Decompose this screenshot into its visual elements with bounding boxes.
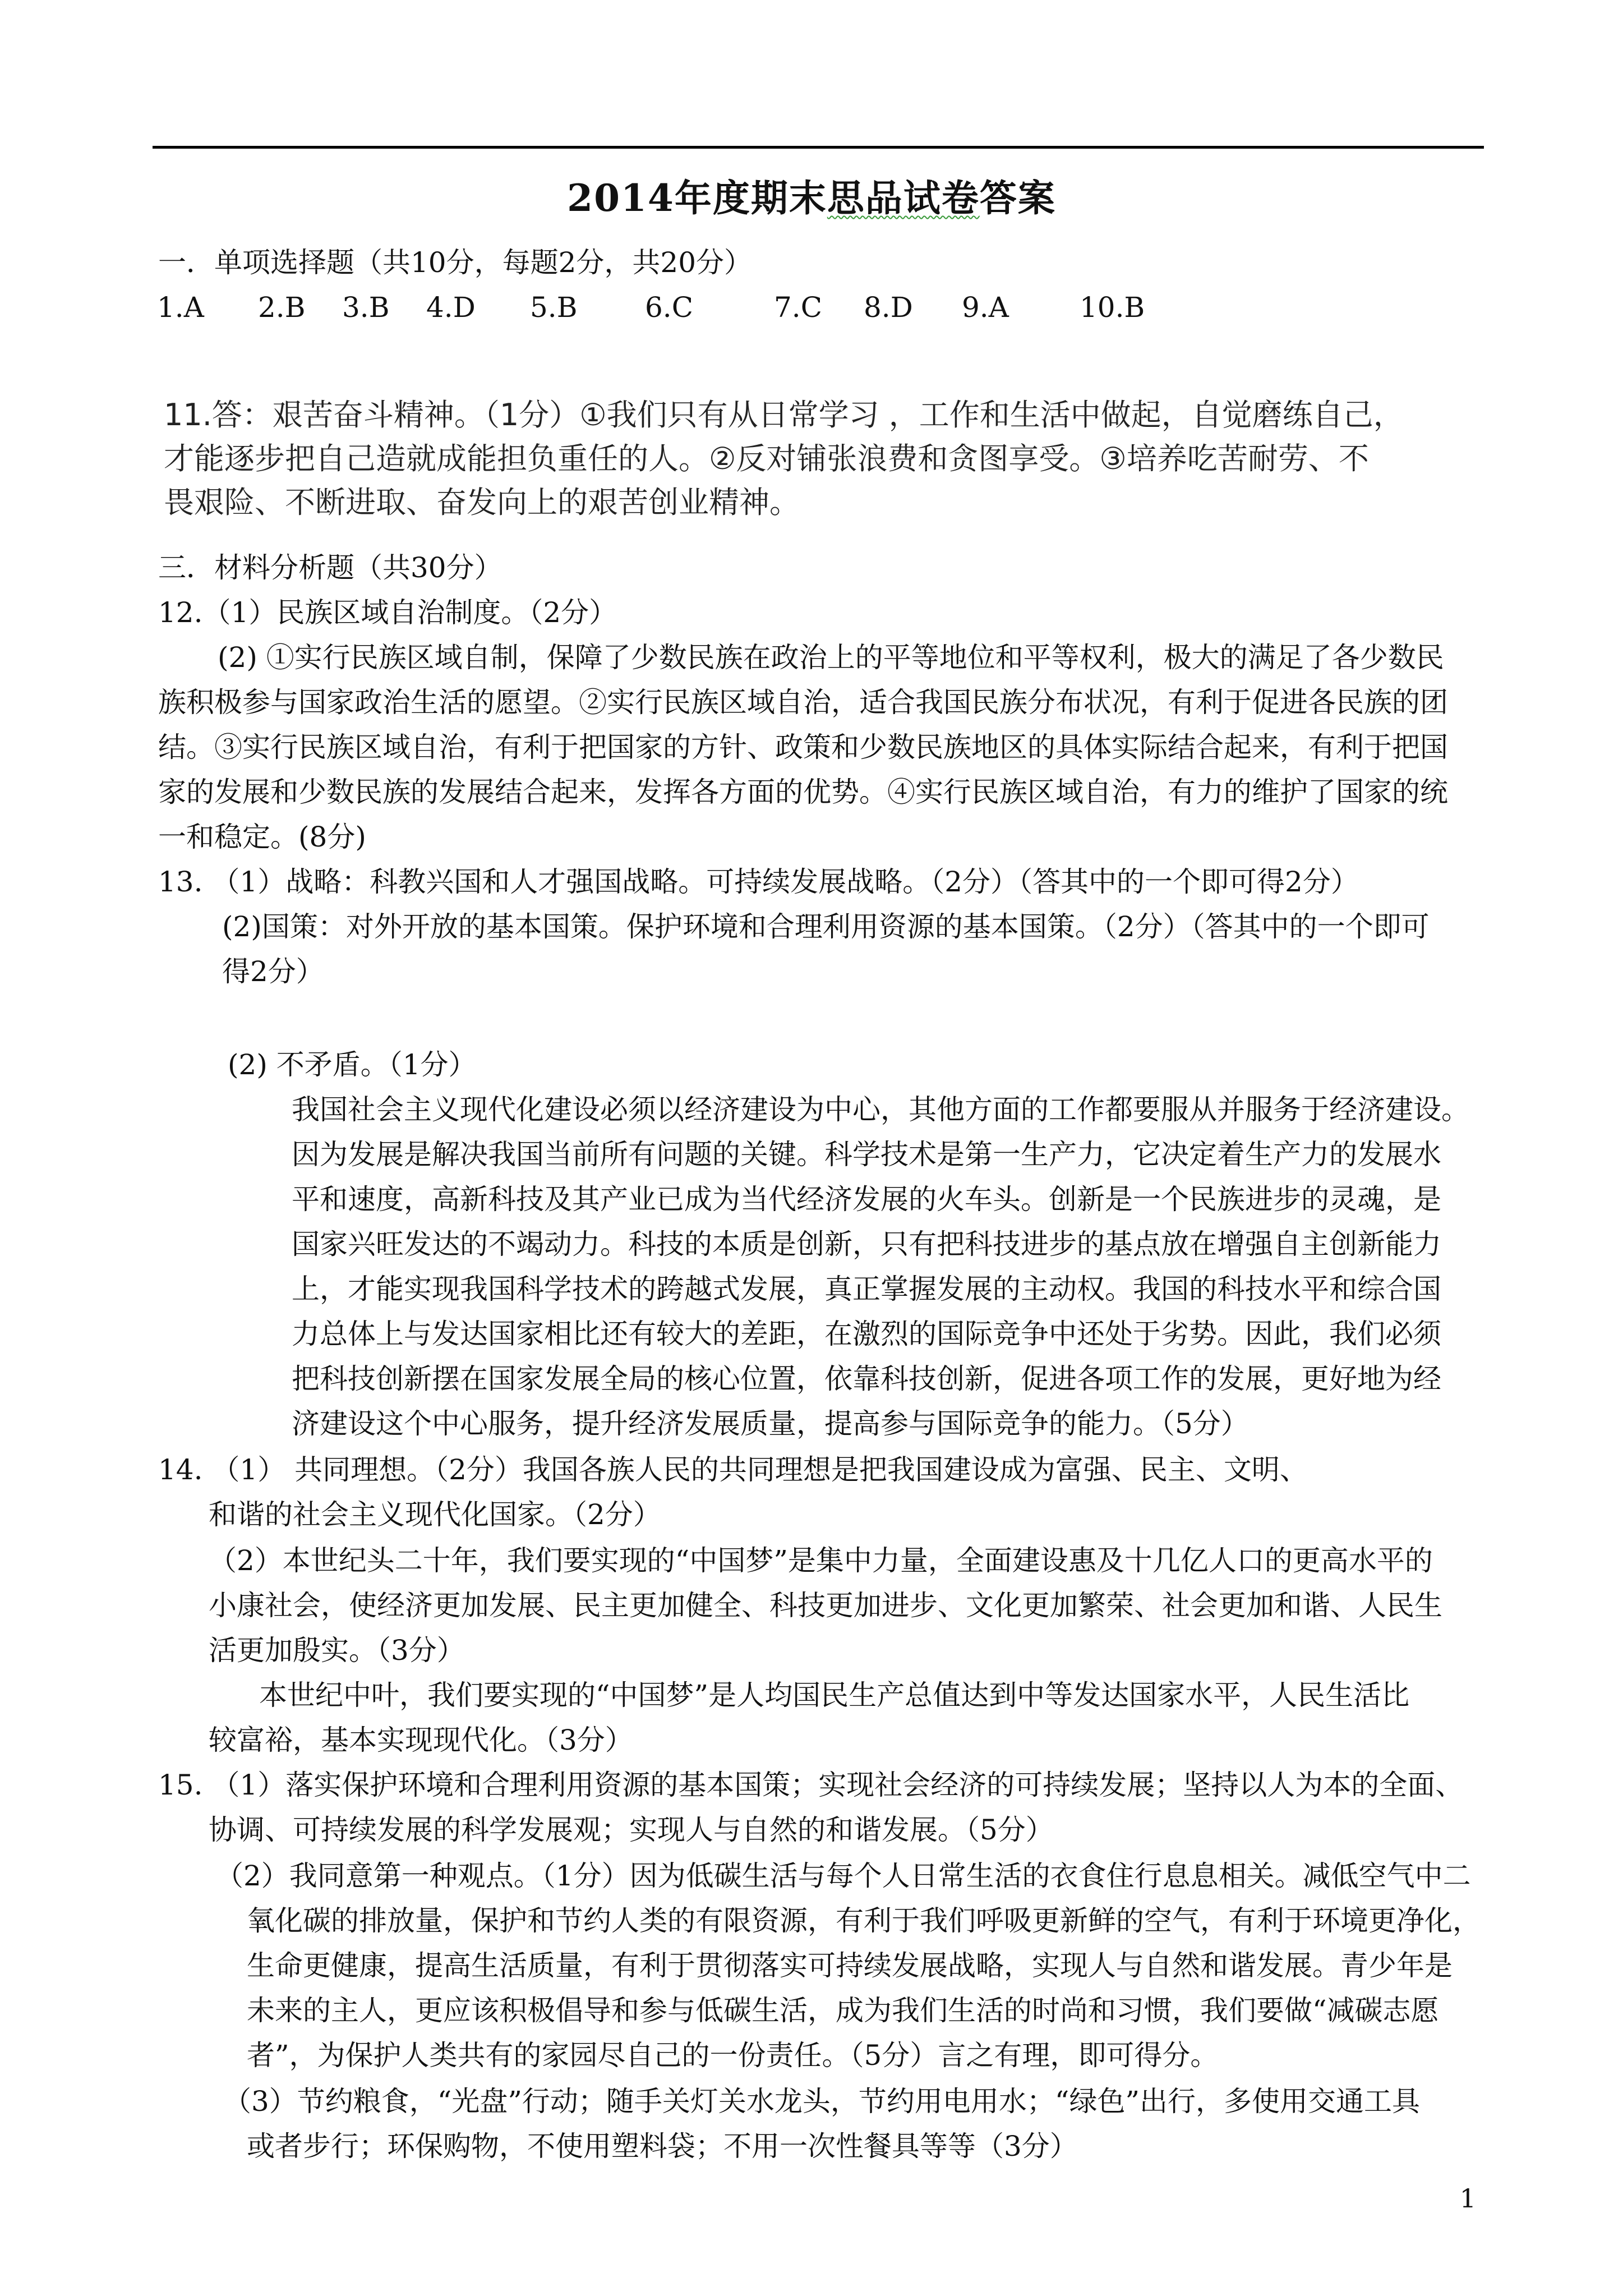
mcq-answer: 7.C <box>774 291 822 324</box>
title-part-1: 2014年度期末 <box>567 176 827 220</box>
q13-body-line: 平和速度，高新科技及其产业已成为当代经济发展的火车头。创新是一个民族进步的灵魂，是 <box>292 1183 1441 1216</box>
q13-line-2: (2)国策：对外开放的基本国策。保护环境和合理利用资源的基本国策。（2分）（答其中的一个即可 <box>222 910 1430 943</box>
q13-body-line: 把科技创新摆在国家发展全局的核心位置，依靠科技创新，促进各项工作的发展，更好地为经 <box>292 1363 1441 1395</box>
mcq-answer: 4.D <box>426 291 476 324</box>
mcq-answer: 3.B <box>342 291 390 324</box>
mcq-answer: 1.A <box>157 291 204 324</box>
q15-line: （3）节约粮食，“光盘”行动；随手关灯关水龙头，节约用电用水；“绿色”出行，多使用交通工具 <box>223 2085 1421 2118</box>
mcq-answer: 6.C <box>645 291 693 324</box>
q12-part2-line: 结。③实行民族区域自治，有利于把国家的方针、政策和少数民族地区的具体实际结合起来，有利于把国 <box>158 731 1448 763</box>
q13-line-3: 得2分） <box>222 955 324 988</box>
q15-line: 未来的主人，更应该积极倡导和参与低碳生活，成为我们生活的时尚和习惯，我们要做“减碳志愿 <box>247 1994 1439 2027</box>
q12-line-1: 12.（1）民族区域自治制度。（2分） <box>158 596 617 629</box>
section-1-heading: 一．单项选择题（共10分，每题2分，共20分） <box>158 246 753 279</box>
q15-line: 氧化碳的排放量，保护和节约人类的有限资源，有利于我们呼吸更新鲜的空气，有利于环境更净化， <box>247 1904 1481 1937</box>
q14-line: （2）本世纪头二十年，我们要实现的“中国梦”是集中力量，全面建设惠及十几亿人口的更高水平的 <box>209 1544 1433 1577</box>
q13-body-line: 国家兴旺发达的不竭动力。科技的本质是创新，只有把科技进步的基点放在增强自主创新能力 <box>292 1228 1441 1260</box>
q15-line: （2）我同意第一种观点。（1分）因为低碳生活与每个人日常生活的衣食住行息息相关。减低空气中二 <box>215 1860 1471 1892</box>
q13-line-4: (2) 不矛盾。（1分） <box>228 1048 477 1081</box>
q13-body-line: 因为发展是解决我国当前所有问题的关键。科学技术是第一生产力，它决定着生产力的发展水 <box>292 1138 1441 1171</box>
mcq-answer: 9.A <box>962 291 1009 324</box>
header-rule <box>153 146 1484 149</box>
q14-line: 和谐的社会主义现代化国家。（2分） <box>209 1498 661 1531</box>
mcq-answer-row <box>0 291 1623 324</box>
page-title <box>0 168 1623 222</box>
q14-line: 本世纪中叶，我们要实现的“中国梦”是人均国民生产总值达到中等发达国家水平，人民生活比 <box>259 1679 1410 1711</box>
q11-line: 畏艰险、不断进取、奋发向上的艰苦创业精神。 <box>164 485 800 520</box>
q13-body-line: 济建设这个中心服务，提升经济发展质量，提高参与国际竞争的能力。（5分） <box>292 1407 1249 1440</box>
title-part-3: 答案 <box>979 176 1056 220</box>
q13-body-line: 我国社会主义现代化建设必须以经济建设为中心，其他方面的工作都要服从并服务于经济建设。 <box>292 1093 1469 1126</box>
q14-line: 14. （1） 共同理想。（2分）我国各族人民的共同理想是把我国建设成为富强、民主、文明、 <box>158 1453 1308 1486</box>
q12-part2-line: 族积极参与国家政治生活的愿望。②实行民族区域自治，适合我国民族分布状况，有利于促进各民族的团 <box>158 686 1448 719</box>
mcq-answer: 2.B <box>258 291 306 324</box>
mcq-answer: 8.D <box>864 291 913 324</box>
q11-line: 才能逐步把自己造就成能担负重任的人。②反对铺张浪费和贪图享受。③培养吃苦耐劳、不 <box>164 441 1369 476</box>
section-3-heading: 三．材料分析题（共30分） <box>158 551 502 584</box>
page-number: 1 <box>1459 2183 1476 2214</box>
q15-line: 生命更健康，提高生活质量，有利于贯彻落实可持续发展战略，实现人与自然和谐发展。青少年是 <box>247 1949 1453 1982</box>
q12-part2-line: 一和稳定。(8分) <box>158 821 366 853</box>
q14-line: 较富裕，基本实现现代化。（3分） <box>209 1724 633 1756</box>
q12-part2-line: (2) ①实行民族区域自制，保障了少数民族在政治上的平等地位和平等权利，极大的满足了各少数民 <box>218 641 1444 674</box>
mcq-answer: 10.B <box>1080 291 1145 324</box>
mcq-answer: 5.B <box>530 291 578 324</box>
q15-line: 或者步行；环保购物，不使用塑料袋；不用一次性餐具等等（3分） <box>247 2130 1078 2162</box>
q13-line-1: 13. （1）战略：科教兴国和人才强国战略。可持续发展战略。（2分）（答其中的一个即可得2分） <box>158 866 1359 898</box>
q14-line: 活更加殷实。（3分） <box>209 1634 465 1667</box>
q12-part2-line: 家的发展和少数民族的发展结合起来，发挥各方面的优势。④实行民族区域自治，有力的维护了国家的统 <box>158 776 1448 808</box>
q15-line: 15. （1）落实保护环境和合理利用资源的基本国策；实现社会经济的可持续发展；坚持以人为本的全面、 <box>158 1769 1464 1801</box>
title-underlined-part: 思品试卷 <box>827 176 980 220</box>
q11-line: 11.答：艰苦奋斗精神。（1分）①我们只有从日常学习 ，工作和生活中做起，自觉磨练自己， <box>164 397 1404 432</box>
q15-line: 协调、可持续发展的科学发展观；实现人与自然的和谐发展。（5分） <box>209 1814 1054 1846</box>
q13-body-line: 上，才能实现我国科学技术的跨越式发展，真正掌握发展的主动权。我国的科技水平和综合国 <box>292 1273 1441 1305</box>
q13-body-line: 力总体上与发达国家相比还有较大的差距，在激烈的国际竞争中还处于劣势。因此，我们必须 <box>292 1318 1441 1350</box>
q15-line: 者”，为保护人类共有的家园尽自己的一份责任。（5分）言之有理，即可得分。 <box>247 2039 1219 2072</box>
q14-line: 小康社会，使经济更加发展、民主更加健全、科技更加进步、文化更加繁荣、社会更加和谐、人民生 <box>209 1589 1442 1622</box>
